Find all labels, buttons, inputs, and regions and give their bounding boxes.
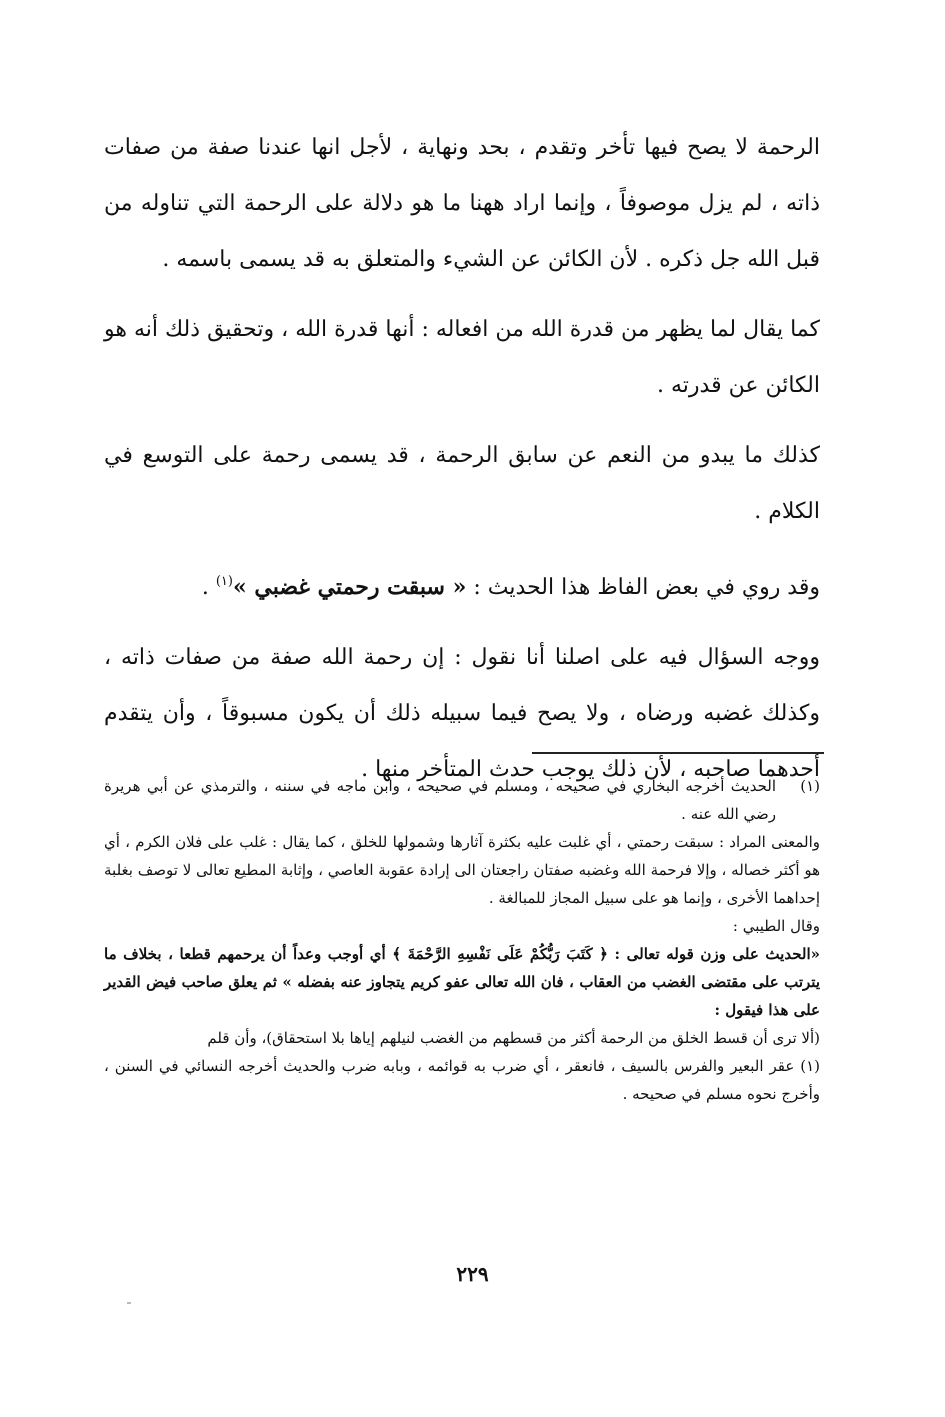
paragraph: كذلك ما يبدو من النعم عن سابق الرحمة ، قد يسمى رحمة على التوسع في الكلام .: [104, 443, 820, 524]
footnote-sub-note: (١) عقر البعير والفرس بالسيف ، فانعقر ، أي ضرب به قوائمه ، وبابه ضرب والحديث أخرجه النسائي في السنن ، وأخرج نحوه مسلم في صحيحه .: [104, 1057, 820, 1103]
footnote-number: (١): [800, 777, 820, 795]
footnote-1: [104, 772, 820, 828]
footnote-reference[interactable]: (١): [215, 574, 233, 589]
page-number: ٢٢٩: [456, 1262, 489, 1286]
scan-mark: [127, 1302, 131, 1304]
paragraph: الرحمة لا يصح فيها تأخر وتقدم ، بحد ونهاية ، لأجل انها عندنا صفة من صفات ذاته ، لم يزل موصوفاً ، وإنما اراد ههنا ما هو دلالة على الرحمة التي تناوله من قبل الله جل ذكره . لأن الكائن عن الشيء والمتعلق به قد يسمى باسمه .: [104, 135, 820, 272]
paragraph: ووجه السؤال فيه على اصلنا أنا نقول : إن رحمة الله صفة من صفات ذاته ، وكذلك غضبه ورضاه ، ولا يصح فيما سبيله ذلك أن يكون مسبوقاً ، وأن يتقدم أحدهما صاحبه ، لأن ذلك يوجب حدث المتأخر منها .: [104, 645, 820, 782]
footnote-separator: [532, 752, 824, 754]
hadith-quote: « سبقت رحمتي غضبي »: [232, 574, 467, 600]
footnote-tibi-quote: «الحديث على وزن قوله تعالى : ﴿ كَتَبَ رَبُّكُمْ عَلَى نَفْسِهِ الرَّحْمَةَ ﴾ أي أوجب وعداً أن يرحمهم قطعا ، بخلاف ما يترتب على مقتضى الغضب من العقاب ، فان الله تعالى عفو كريم يتجاوز عنه بفضله » ثم يعلق صاحب فيض القدير على هذا فيقول :: [104, 945, 820, 1019]
hadith-end: .: [201, 575, 209, 600]
footnote-ala-tara: (ألا ترى أن قسط الخلق من الرحمة أكثر من قسطهم من الغضب لنيلهم إياها بلا استحقاق)، وأن قلم: [207, 1029, 820, 1047]
main-text: [104, 120, 820, 798]
footnote-text: الحديث أخرجه البخاري في صحيحه ، ومسلم في صحيحه ، وابن ماجه في سننه ، والترمذي عن أبي هريرة رضي الله عنه .: [104, 777, 776, 823]
footnote-tibi-label: وقال الطيبي :: [732, 917, 820, 935]
hadith-paragraph: [104, 554, 820, 616]
hadith-intro: وقد روي في بعض الفاظ هذا الحديث :: [473, 575, 820, 600]
footnotes: [104, 772, 820, 1108]
paragraph: كما يقال لما يظهر من قدرة الله من افعاله : أنها قدرة الله ، وتحقيق ذلك أنه هو الكائن عن قدرته .: [104, 317, 820, 398]
footnote-meaning: والمعنى المراد : سبقت رحمتي ، أي غلبت عليه بكثرة آثارها وشمولها للخلق ، كما يقال : غلب على فلان الكرم ، أي هو أكثر خصاله ، وإلا فرحمة الله وغضبه صفتان راجعتان الى إرادة عقوبة العاصي ، وإثابة المطيع تعالى لا توصف بغلبة إحداهما الأخرى ، وإنما هو على سبيل المجاز للمبالغة .: [104, 833, 820, 907]
